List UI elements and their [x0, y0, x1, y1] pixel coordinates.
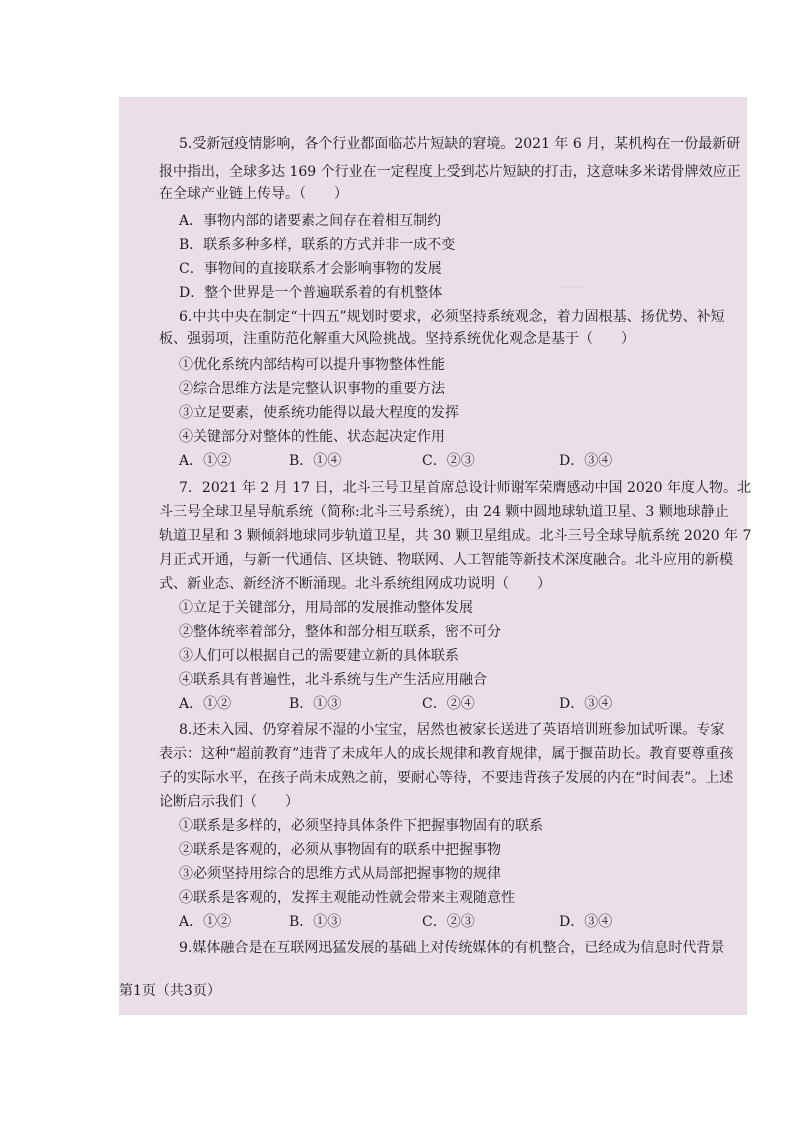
q6-choice-a: A．①② — [179, 453, 232, 469]
q5-stem-line: 5.受新冠疫情影响，各个行业都面临芯片短缺的窘境。2021 年 6 月，某机构在一份最新研 — [179, 136, 741, 152]
q8-stem-line: 表示：这种“超前教育”违背了未成年人的成长规律和教育规律，属于揠苗助长。教育要尊重孩 — [159, 746, 734, 762]
q7-stem-line: 斗三号全球卫星导航系统（简称:北斗三号系统），由 24 颗中圆地球轨道卫星、3 颗地球静止 — [159, 504, 729, 520]
q6-choice-d: D．③④ — [559, 453, 613, 469]
q8-choice-d: D．③④ — [559, 914, 613, 930]
q8-item-4: ④联系是客观的，发挥主观能动性就会带来主观随意性 — [179, 890, 515, 906]
q8-choice-b: B．①③ — [289, 914, 342, 930]
q8-choices — [179, 913, 699, 931]
q6-item-3: ③立足要素，使系统功能得以最大程度的发挥 — [179, 405, 459, 421]
q7-stem-line: 7．2021 年 2 月 17 日，北斗三号卫星首席总设计师谢军荣膺感动中国 2020 年度人物。北 — [179, 480, 752, 496]
q5-option-d: D．整个世界是一个普遍联系着的有机整体 — [179, 285, 443, 301]
q8-item-3: ③必须坚持用综合的思维方式从局部把握事物的规律 — [179, 866, 501, 882]
q7-item-1: ①立足于关键部分，用局部的发展推动整体发展 — [179, 600, 473, 616]
q6-item-2: ②综合思维方法是完整认识事物的重要方法 — [179, 381, 445, 397]
q9-stem-line: 9.媒体融合是在互联网迅猛发展的基础上对传统媒体的有机整合，已经成为信息时代背景 — [179, 940, 725, 956]
q7-stem-line: 月正式开通，与新一代通信、区块链、物联网、人工智能等新技术深度融合。北斗应用的新模 — [159, 552, 733, 568]
page-number-footer: 第1页（共3页） — [119, 983, 221, 999]
q8-choice-a: A．①② — [179, 914, 232, 930]
q7-stem-line: 轨道卫星和 3 颗倾斜地球同步轨道卫星，共 30 颗卫星组成。北斗三号全球导航系统 2020 年 7 — [159, 528, 752, 544]
q6-choice-b: B．①④ — [289, 453, 342, 469]
q7-choice-d: D．③④ — [559, 696, 613, 712]
q5-stem-line: 在全球产业链上传导。（ ） — [159, 186, 348, 202]
q5-option-a: A．事物内部的诸要素之间存在着相互制约 — [179, 213, 442, 229]
q6-stem-line: 板、强弱项，注重防范化解重大风险挑战。坚持系统优化观念是基于（ ） — [159, 331, 635, 347]
q8-choice-c: C．②③ — [422, 914, 475, 930]
q8-stem-line: 论断启示我们（ ） — [159, 794, 299, 810]
q5-option-c: C．事物间的直接联系才会影响事物的发展 — [179, 261, 442, 277]
q7-choices — [179, 695, 699, 713]
q7-item-4: ④联系具有普遍性，北斗系统与生产生活应用融合 — [179, 672, 487, 688]
q5-option-b: B．联系多种多样，联系的方式并非一成不变 — [179, 237, 456, 253]
q5-stem-line: 报中指出，全球多达 169 个行业在一定程度上受到芯片短缺的打击，这意味多米诺骨牌效应正 — [159, 164, 741, 180]
q6-item-4: ④关键部分对整体的性能、状态起决定作用 — [179, 429, 445, 445]
bleed-through-mark: …… — [559, 277, 585, 292]
q8-stem-line: 子的实际水平，在孩子尚未成熟之前，要耐心等待，不要违背孩子发展的内在“时间表”。上述 — [159, 770, 734, 786]
q8-stem-line: 8.还未入园、仍穿着尿不湿的小宝宝，居然也被家长送进了英语培训班参加试听课。专家 — [179, 722, 725, 738]
q7-choice-a: A．①② — [179, 696, 232, 712]
scanned-page — [119, 97, 752, 1015]
q8-item-1: ①联系是多样的，必须坚持具体条件下把握事物固有的联系 — [179, 818, 543, 834]
q6-stem-line: 6.中共中央在制定“十四五”规划时要求，必须坚持系统观念，着力固根基、扬优势、补短 — [179, 309, 725, 325]
q7-choice-c: C．②④ — [422, 696, 475, 712]
q6-item-1: ①优化系统内部结构可以提升事物整体性能 — [179, 357, 445, 373]
q6-choices — [179, 452, 699, 470]
q7-item-3: ③人们可以根据自己的需要建立新的具体联系 — [179, 648, 459, 664]
q8-item-2: ②联系是客观的，必须从事物固有的联系中把握事物 — [179, 842, 501, 858]
q7-stem-line: 式、新业态、新经济不断涌现。北斗系统组网成功说明（ ） — [159, 576, 551, 592]
q6-choice-c: C．②③ — [422, 453, 475, 469]
q7-item-2: ②整体统率着部分，整体和部分相互联系，密不可分 — [179, 624, 501, 640]
q7-choice-b: B．①③ — [289, 696, 342, 712]
